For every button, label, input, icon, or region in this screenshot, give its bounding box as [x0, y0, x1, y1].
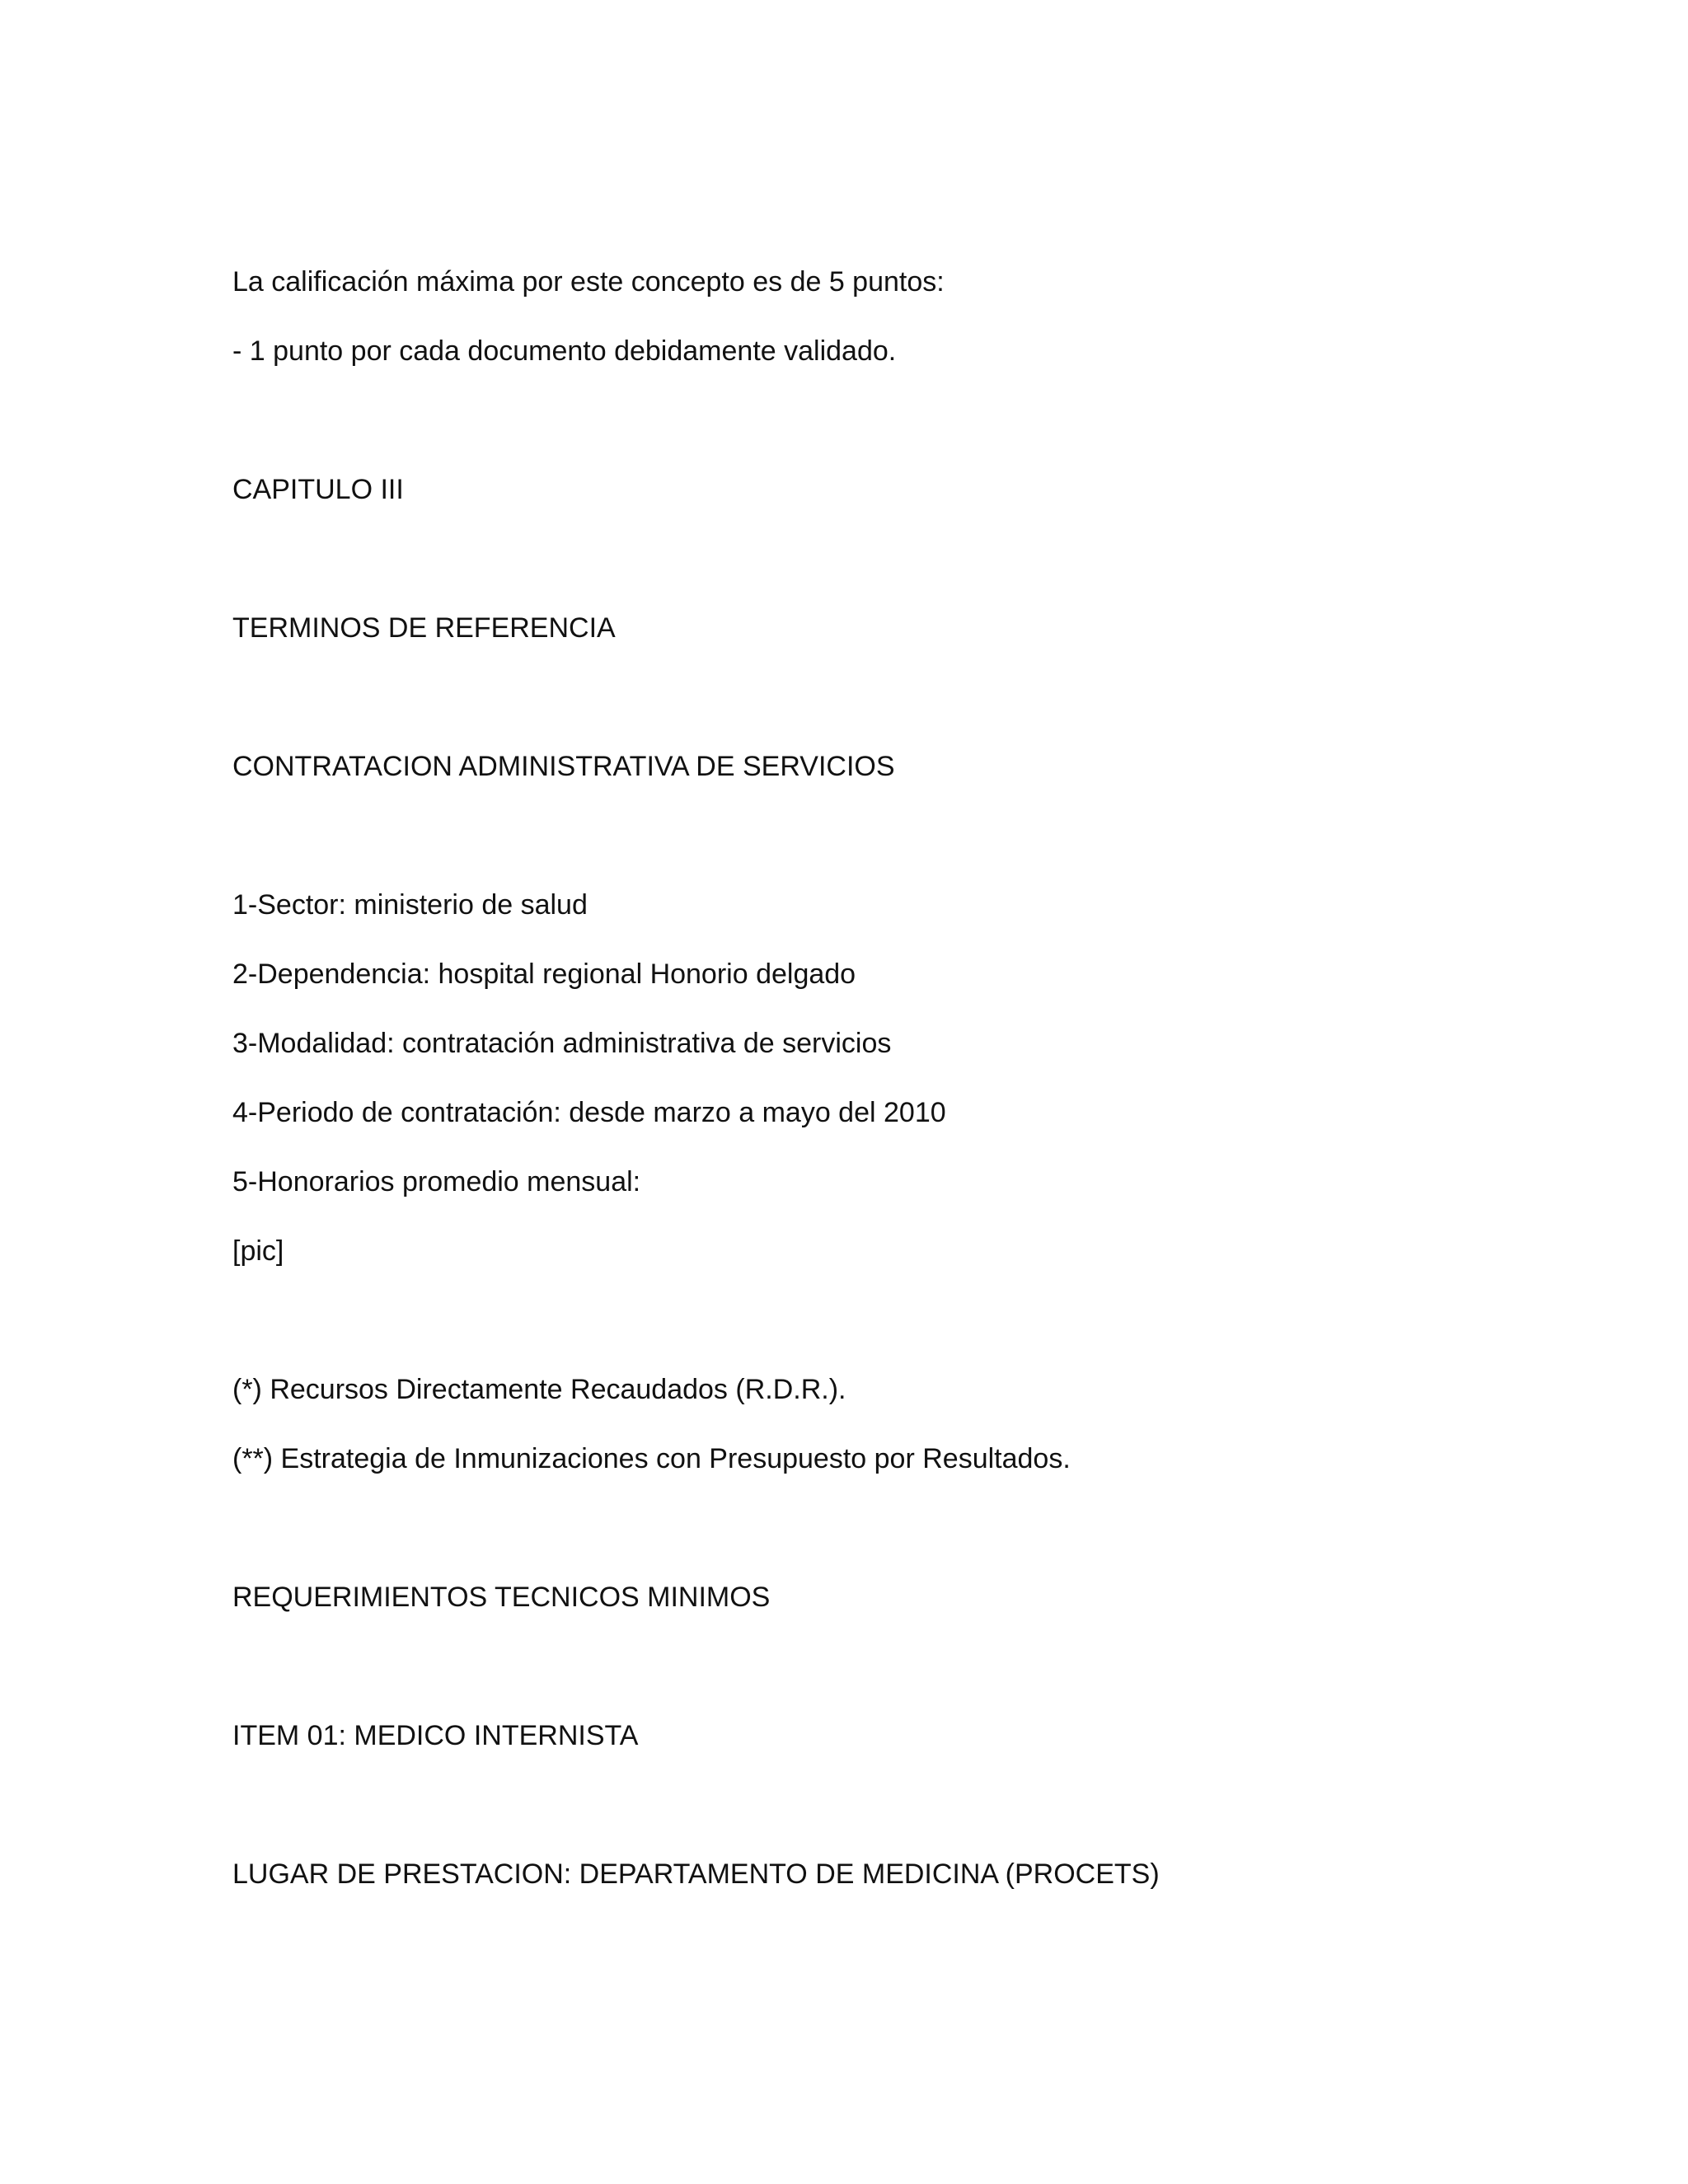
modality-line: 3-Modalidad: contratación administrativa de servicios — [232, 1028, 892, 1059]
contract-period-line: 4-Periodo de contratación: desde marzo a mayo del 2010 — [232, 1097, 946, 1128]
technical-requirements-heading: REQUERIMIENTOS TECNICOS MINIMOS — [232, 1582, 771, 1613]
chapter-heading: CAPITULO III — [232, 474, 404, 505]
sector-line: 1-Sector: ministerio de salud — [232, 889, 588, 921]
footnote-immunization-strategy: (**) Estrategia de Inmunizaciones con Presupuesto por Resultados. — [232, 1443, 1071, 1474]
place-of-service-line: LUGAR DE PRESTACION: DEPARTAMENTO DE MEDICINA (PROCETS) — [232, 1858, 1160, 1890]
contracting-heading: CONTRATACION ADMINISTRATIVA DE SERVICIOS — [232, 751, 895, 782]
monthly-fees-line: 5-Honorarios promedio mensual: — [232, 1166, 641, 1197]
terms-of-reference-heading: TERMINOS DE REFERENCIA — [232, 612, 616, 644]
footnote-rdr: (*) Recursos Directamente Recaudados (R.D.R.). — [232, 1374, 846, 1405]
max-score-statement: La calificación máxima por este concepto es de 5 puntos: — [232, 266, 945, 298]
score-per-document: - 1 punto por cada documento debidamente validado. — [232, 335, 897, 367]
dependency-line: 2-Dependencia: hospital regional Honorio delgado — [232, 958, 856, 990]
picture-placeholder: [pic] — [232, 1235, 284, 1267]
item-heading: ITEM 01: MEDICO INTERNISTA — [232, 1720, 639, 1751]
